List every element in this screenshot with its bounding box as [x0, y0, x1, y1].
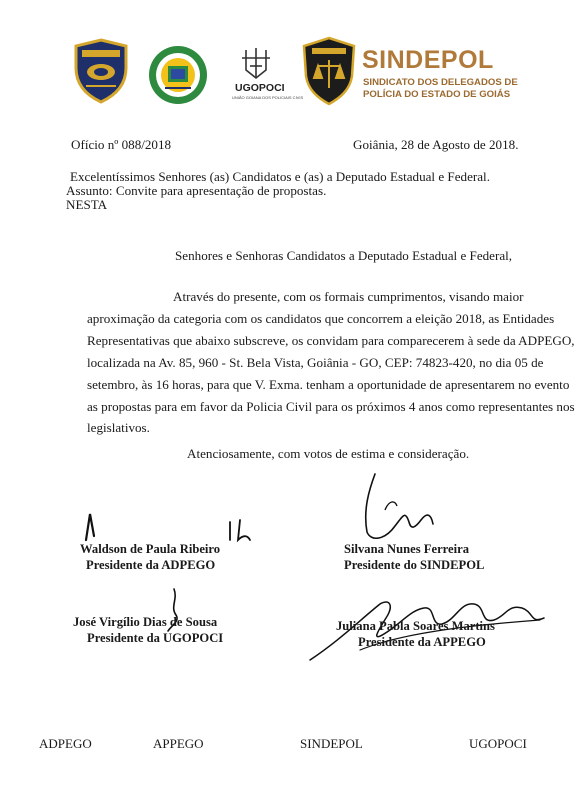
signer-name: José Virgílio Dias de Sousa: [73, 615, 218, 629]
body-line: aproximação da categoria com os candidatos que concorrem a eleição 2018, as Entidades: [87, 310, 555, 326]
footer-sindepol: SINDEPOL: [300, 736, 363, 751]
appego-seal-logo: [147, 44, 209, 106]
footer-adpego: ADPEGO: [39, 736, 92, 751]
signer-role: Presidente da ADPEGO: [86, 558, 216, 572]
body-line: as propostas para em favor da Policia Civil para os próximos 4 anos como representantes nos: [87, 398, 575, 414]
sindepol-full-line2: POLÍCIA DO ESTADO DE GOIÁS: [363, 89, 511, 100]
body-line: legislativos.: [87, 420, 150, 436]
signer-name: Waldson de Paula Ribeiro: [80, 542, 221, 556]
sindepol-name: SINDEPOL: [362, 46, 494, 74]
signature-block-adpego: [80, 541, 220, 573]
signature-block-ugopoci: [73, 614, 223, 646]
closing-line: Atenciosamente, com votos de estima e consideração.: [187, 446, 470, 461]
signer-role: Presidente do SINDEPOL: [344, 558, 485, 572]
footer-appego: APPEGO: [153, 736, 204, 751]
body-line: setembro, às 16 horas, para que V. Exma. tenham a oportunidade de apresentarem no evento: [87, 376, 570, 392]
signature-block-sindepol: [344, 541, 484, 573]
footer-ugopoci: UGOPOCI: [469, 736, 527, 751]
sindepol-full-line1: SINDICATO DOS DELEGADOS DE: [363, 77, 518, 88]
letter-number: Ofício nº 088/2018: [71, 137, 172, 152]
body-line: Através do presente, com os formais cumprimentos, visando maior: [173, 289, 524, 304]
ugopoci-name: UGOPOCI: [235, 82, 285, 94]
ugopoci-tagline: UNIÃO GOIANA DOS POLICIAIS CIVIS: [232, 95, 304, 100]
body-line: Representativas que abaixo subscreve, os convidam para comparecerem à sede da ADPEGO,: [87, 332, 575, 348]
place-date: Goiânia, 28 de Agosto de 2018.: [353, 137, 519, 152]
signature-block-appego: [336, 618, 495, 650]
sindepol-full-name: [363, 77, 518, 101]
adpego-badge-logo: [72, 38, 130, 104]
body-line: localizada na Av. 85, 960 - St. Bela Vista, Goiânia - GO, CEP: 74823-420, no dia 05 de: [87, 354, 544, 370]
sindepol-badge-logo: [300, 36, 358, 106]
recipient-line: Excelentíssimos Senhores (as) Candidatos e (as) a Deputado Estadual e Federal.: [70, 169, 490, 184]
signer-name: Silvana Nunes Ferreira: [344, 542, 469, 556]
signer-name: Juliana Pabla Soares Martins: [336, 619, 495, 633]
ugopoci-emblem-logo: [240, 46, 272, 80]
letter-body: [87, 286, 575, 439]
signer-role: Presidente da APPEGO: [358, 635, 486, 649]
signer-role: Presidente da UGOPOCI: [87, 631, 224, 645]
salutation: Senhores e Senhoras Candidatos a Deputado Estadual e Federal,: [175, 248, 513, 263]
signature-silvana: [345, 470, 455, 550]
nesta-line: NESTA: [66, 197, 108, 212]
subject-line: Assunto: Convite para apresentação de propostas.: [66, 183, 327, 198]
